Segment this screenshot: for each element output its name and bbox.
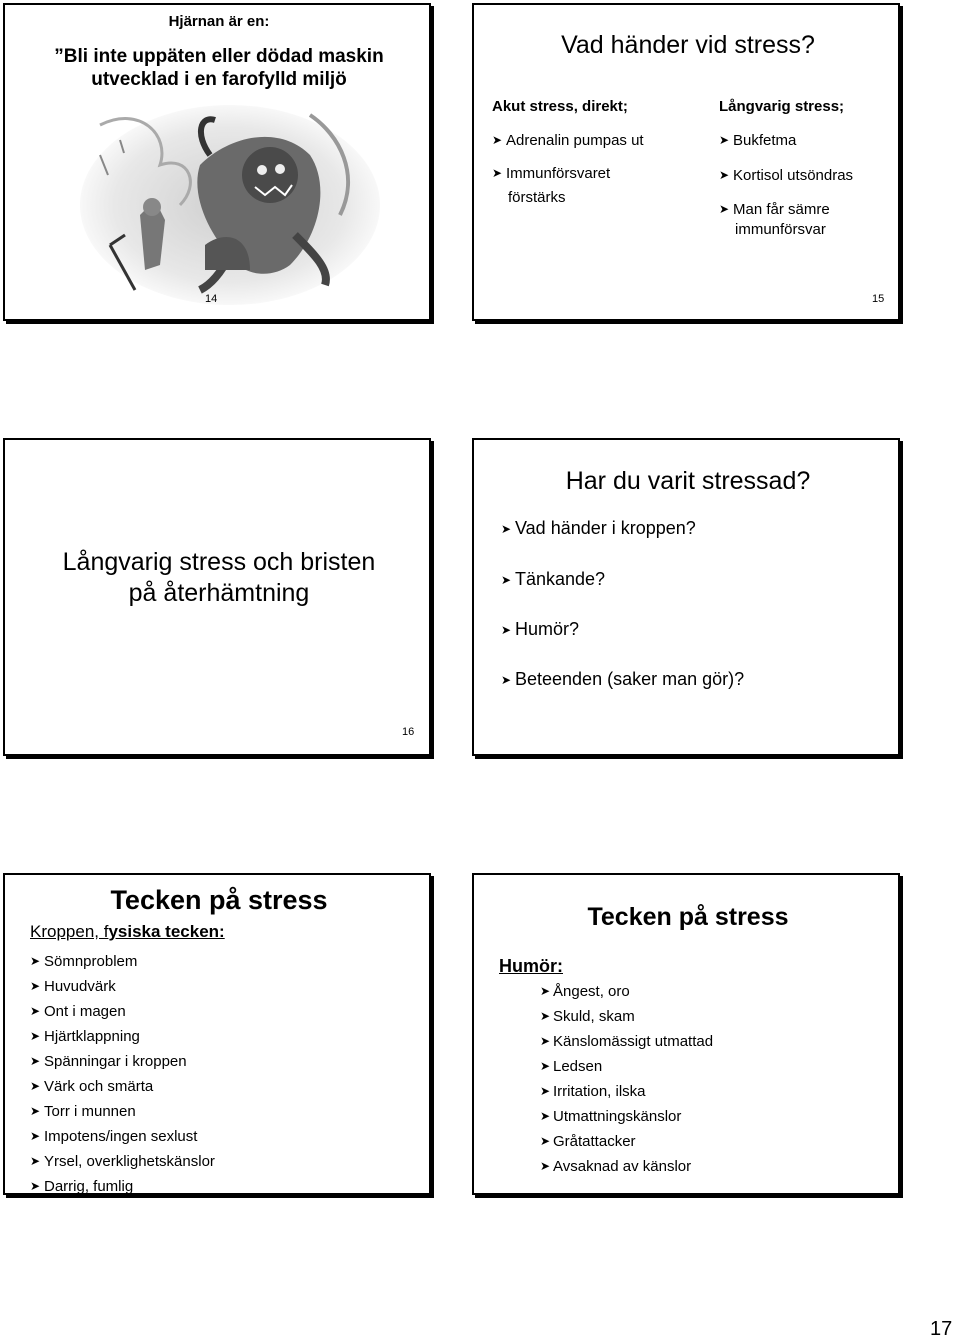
arrowhead-bullet-icon: ➤ bbox=[719, 202, 730, 216]
slide-17-title: Har du varit stressad? bbox=[565, 467, 811, 495]
list-item: ➤ Sömnproblem bbox=[30, 949, 215, 974]
arrowhead-bullet-icon: ➤ bbox=[30, 1104, 41, 1118]
arrowhead-bullet-icon: ➤ bbox=[30, 1004, 41, 1018]
arrowhead-bullet-icon: ➤ bbox=[540, 1034, 551, 1048]
slide-15-title: Vad händer vid stress? bbox=[561, 31, 815, 59]
slide-15-right-item-2: ➤ Kortisol utsöndras bbox=[719, 167, 854, 184]
slide-14 bbox=[3, 3, 431, 321]
arrowhead-bullet-icon: ➤ bbox=[719, 168, 730, 182]
arrowhead-bullet-icon: ➤ bbox=[492, 133, 503, 147]
list-item: ➤ Ont i magen bbox=[30, 999, 215, 1024]
list-item: ➤ Torr i munnen bbox=[30, 1099, 215, 1124]
arrowhead-bullet-icon: ➤ bbox=[540, 984, 551, 998]
slide-19-title: Tecken på stress bbox=[587, 903, 789, 931]
slide-17-item-4: ➤ Beteenden (saker man gör)? bbox=[501, 669, 745, 689]
arrowhead-bullet-icon: ➤ bbox=[30, 1079, 41, 1093]
arrowhead-bullet-icon: ➤ bbox=[492, 166, 503, 180]
slide-18-list bbox=[30, 949, 215, 1199]
slide-19 bbox=[472, 873, 900, 1195]
list-item: ➤ Ångest, oro bbox=[540, 979, 713, 1004]
arrowhead-bullet-icon: ➤ bbox=[30, 1054, 41, 1068]
list-item: ➤ Irritation, ilska bbox=[540, 1079, 713, 1104]
slide-19-list bbox=[540, 979, 713, 1179]
arrowhead-bullet-icon: ➤ bbox=[540, 1059, 551, 1073]
list-item: ➤ Huvudvärk bbox=[30, 974, 215, 999]
slide-17-item-1: ➤ Vad händer i kroppen? bbox=[501, 518, 696, 538]
slide-15-number: 15 bbox=[872, 293, 885, 305]
list-item: ➤ Darrig, fumlig bbox=[30, 1174, 215, 1199]
slide-15-left-item-2: ➤ Immunförsvaret bbox=[492, 165, 611, 182]
arrowhead-bullet-icon: ➤ bbox=[540, 1084, 551, 1098]
slide-15-left-heading: Akut stress, direkt; bbox=[492, 98, 628, 115]
slide-15-left-item-2-cont: förstärks bbox=[508, 189, 566, 206]
slide-19-label: Humör: bbox=[499, 956, 563, 976]
list-item: ➤ Känslomässigt utmattad bbox=[540, 1029, 713, 1054]
monster-sketch-illustration bbox=[80, 95, 380, 305]
arrowhead-bullet-icon: ➤ bbox=[540, 1134, 551, 1148]
slide-18-subtitle: Kroppen, fysiska tecken: bbox=[30, 922, 225, 941]
arrowhead-bullet-icon: ➤ bbox=[540, 1109, 551, 1123]
arrowhead-bullet-icon: ➤ bbox=[30, 1179, 41, 1193]
list-item: ➤ Avsaknad av känslor bbox=[540, 1154, 713, 1179]
slide-16-title-line1: Långvarig stress och bristen bbox=[62, 548, 376, 576]
list-item: ➤ Skuld, skam bbox=[540, 1004, 713, 1029]
arrowhead-bullet-icon: ➤ bbox=[719, 133, 730, 147]
slide-15-left-item-1: ➤ Adrenalin pumpas ut bbox=[492, 132, 644, 149]
list-item: ➤ Värk och smärta bbox=[30, 1074, 215, 1099]
list-item: ➤ Utmattningskänslor bbox=[540, 1104, 713, 1129]
slide-16-title-line2: på återhämtning bbox=[128, 579, 310, 607]
slide-14-quote-line2: utvecklad i en farofylld miljö bbox=[91, 69, 347, 90]
slide-16-number: 16 bbox=[402, 726, 415, 738]
slide-14-number: 14 bbox=[205, 293, 218, 305]
arrowhead-bullet-icon: ➤ bbox=[501, 623, 512, 637]
slide-18-title: Tecken på stress bbox=[110, 885, 328, 915]
arrowhead-bullet-icon: ➤ bbox=[501, 673, 512, 687]
list-item: ➤ Yrsel, overklighetskänslor bbox=[30, 1149, 215, 1174]
arrowhead-bullet-icon: ➤ bbox=[30, 1154, 41, 1168]
page-number: 17 bbox=[930, 1318, 953, 1340]
list-item: ➤ Hjärtklappning bbox=[30, 1024, 215, 1049]
arrowhead-bullet-icon: ➤ bbox=[501, 522, 512, 536]
arrowhead-bullet-icon: ➤ bbox=[540, 1009, 551, 1023]
slide-16 bbox=[3, 438, 431, 756]
slide-15-right-item-3-cont: immunförsvar bbox=[735, 221, 826, 238]
arrowhead-bullet-icon: ➤ bbox=[540, 1159, 551, 1173]
arrowhead-bullet-icon: ➤ bbox=[30, 954, 41, 968]
list-item: ➤ Gråtattacker bbox=[540, 1129, 713, 1154]
arrowhead-bullet-icon: ➤ bbox=[30, 979, 41, 993]
arrowhead-bullet-icon: ➤ bbox=[30, 1029, 41, 1043]
slide-15 bbox=[472, 3, 900, 321]
slide-15-right-item-3: ➤ Man får sämre bbox=[719, 201, 830, 218]
list-item: ➤ Spänningar i kroppen bbox=[30, 1049, 215, 1074]
arrowhead-bullet-icon: ➤ bbox=[30, 1129, 41, 1143]
slide-14-quote-line1: ”Bli inte uppäten eller dödad maskin bbox=[54, 46, 384, 67]
list-item: ➤ Impotens/ingen sexlust bbox=[30, 1124, 215, 1149]
list-item: ➤ Ledsen bbox=[540, 1054, 713, 1079]
slide-17 bbox=[472, 438, 900, 756]
slide-14-heading: Hjärnan är en: bbox=[168, 13, 270, 30]
slide-17-item-3: ➤ Humör? bbox=[501, 619, 580, 639]
slide-15-right-heading: Långvarig stress; bbox=[719, 98, 845, 115]
slide-17-item-2: ➤ Tänkande? bbox=[501, 569, 606, 589]
arrowhead-bullet-icon: ➤ bbox=[501, 573, 512, 587]
slide-18 bbox=[3, 873, 431, 1195]
slide-15-right-item-1: ➤ Bukfetma bbox=[719, 132, 797, 149]
